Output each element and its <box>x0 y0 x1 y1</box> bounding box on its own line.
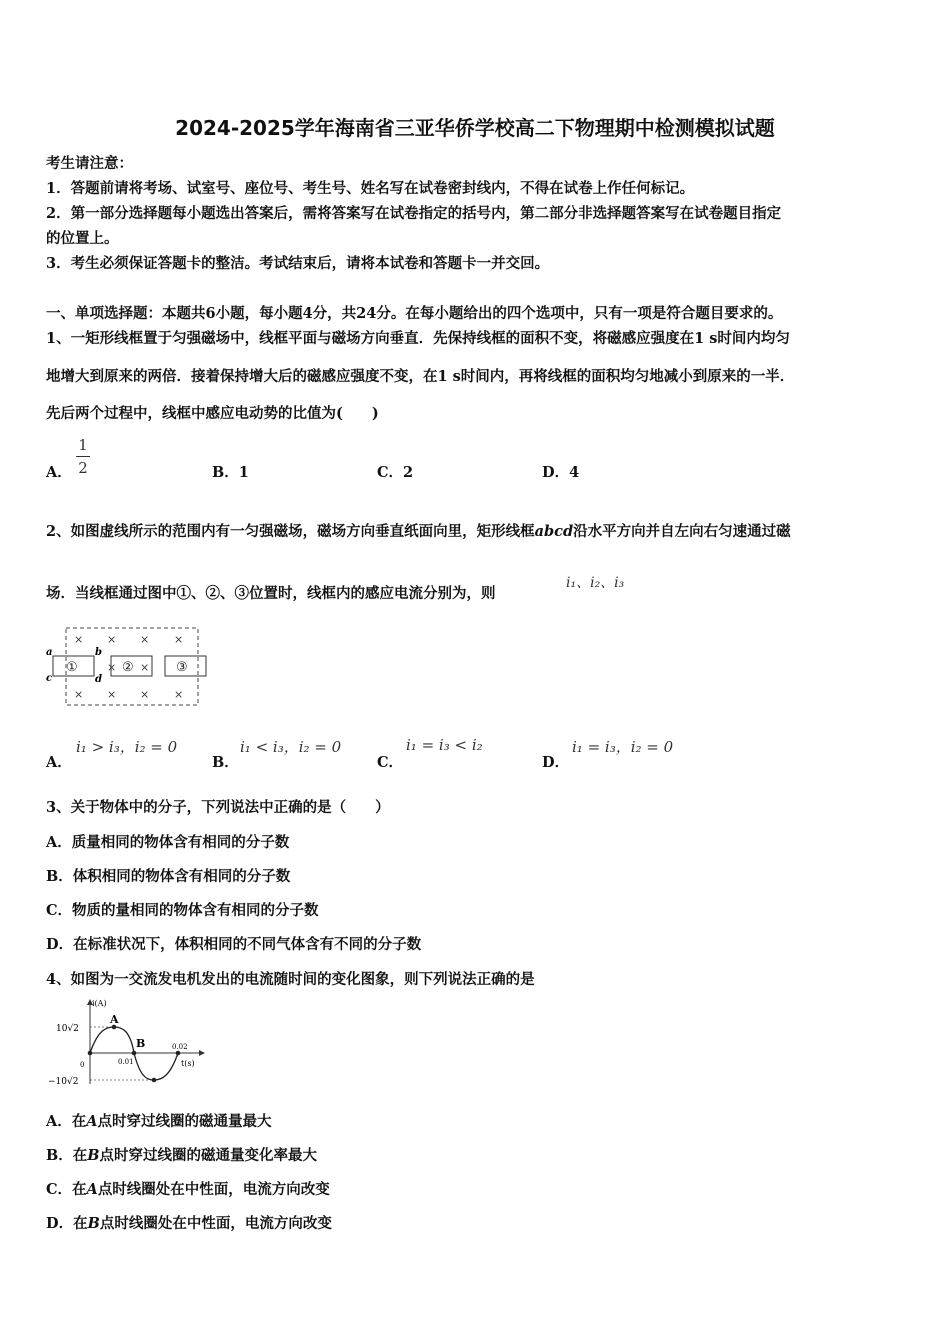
q3-option-a: A．质量相同的物体含有相同的分子数 <box>46 834 290 851</box>
q4-d-var: B <box>87 1215 100 1232</box>
q1-option-d: D．4 <box>542 464 580 481</box>
cross-mark: × <box>174 688 184 701</box>
corner-b-label: b <box>95 647 102 658</box>
y-max-label: 10√2 <box>56 1024 79 1034</box>
q4-d-post: 点时线圈处在中性面，电流方向改变 <box>99 1215 332 1232</box>
q1-line-2: 地增大到原来的两倍．接着保持增大后的磁感应强度不变，在1 s时间内，再将线框的面积均匀地减小到原来的一半． <box>46 368 795 385</box>
q3-option-d: D．在标准状况下，体积相同的不同气体含有不同的分子数 <box>46 936 422 953</box>
q3-option-b: B．体积相同的物体含有相同的分子数 <box>46 868 291 885</box>
q2-line-1-post: 沿水平方向并自左向右匀速通过磁 <box>573 523 791 540</box>
corner-c-label: c <box>46 673 53 684</box>
q2-line-1-pre: 2、如图虚线所示的范围内有一匀强磁场，磁场方向垂直纸面向里，矩形线框 <box>46 523 535 540</box>
q2-option-c-expr: i₁ = i₃ < i₂ <box>406 736 483 754</box>
cross-mark: × <box>174 633 184 646</box>
q2-option-d-label: D． <box>542 754 570 771</box>
cross-mark: × <box>107 688 117 701</box>
trough-marker <box>152 1078 157 1083</box>
notice-item-1: 1．答题前请将考场、试室号、座位号、考生号、姓名写在试卷密封线内，不得在试卷上作任何标记。 <box>46 180 695 197</box>
cross-mark: × <box>140 688 150 701</box>
point-b-label: B <box>136 1037 146 1050</box>
y-min-label: −10√2 <box>48 1077 79 1087</box>
q2-option-d-expr: i₁ = i₃，i₂ = 0 <box>572 738 674 756</box>
q3-option-c: C．物质的量相同的物体含有相同的分子数 <box>46 902 319 919</box>
x-axis-label: t(s) <box>181 1059 195 1068</box>
q4-option-d <box>46 1212 332 1233</box>
q4-c-post: 点时线圈处在中性面，电流方向改变 <box>97 1181 330 1198</box>
q4-option-c <box>46 1178 330 1199</box>
fraction-denominator: 2 <box>78 459 88 477</box>
cross-mark: × <box>74 633 84 646</box>
q2-magnetic-field-figure <box>44 624 214 710</box>
position-2-label: ② <box>122 660 134 675</box>
q2-option-b-label: B． <box>212 754 239 771</box>
q3-stem: 3、关于物体中的分子，下列说法中正确的是（ ） <box>46 799 390 816</box>
cross-mark: × <box>74 688 84 701</box>
point-a-label: A <box>110 1013 119 1026</box>
cross-mark: × <box>140 633 150 646</box>
q4-current-graph <box>44 996 214 1088</box>
corner-d-label: d <box>95 674 102 685</box>
notice-item-2-cont: 的位置上。 <box>46 230 119 247</box>
point-b-marker <box>132 1051 137 1056</box>
q2-line-1 <box>46 520 791 541</box>
page-title: 2024-2025学年海南省三亚华侨学校高二下物理期中检测模拟试题 <box>175 116 775 140</box>
q2-option-b-expr: i₁ < i₃，i₂ = 0 <box>240 738 342 756</box>
cross-mark: × <box>140 661 150 674</box>
q4-option-b <box>46 1144 317 1165</box>
q4-a-var: A <box>86 1113 98 1130</box>
y-axis-label: i(A) <box>92 999 107 1008</box>
q2-option-c-label: C． <box>377 754 404 771</box>
notice-item-3: 3．考生必须保证答题卡的整洁。考试结束后，请将本试卷和答题卡一并交回。 <box>46 255 550 272</box>
q1-line-1: 1、一矩形线框置于匀强磁场中，线框平面与磁场方向垂直．先保持线框的面积不变，将磁感应强度在1 s时间内均匀 <box>46 330 790 347</box>
q2-line-2: 场．当线框通过图中①、②、③位置时，线框内的感应电流分别为，则 <box>46 585 496 602</box>
q4-stem: 4、如图为一交流发电机发出的电流随时间的变化图象，则下列说法正确的是 <box>46 971 535 988</box>
fraction-numerator: 1 <box>78 436 88 454</box>
q4-c-var: A <box>86 1181 98 1198</box>
period-end-marker <box>176 1051 181 1056</box>
q4-b-var: B <box>87 1147 100 1164</box>
position-3-label: ③ <box>176 660 188 675</box>
q4-a-post: 点时穿过线圈的磁通量最大 <box>97 1113 272 1130</box>
q2-option-a-expr: i₁ > i₃，i₂ = 0 <box>76 738 178 756</box>
q1-option-a-fraction <box>76 436 90 477</box>
q4-d-pre: D．在 <box>46 1215 88 1232</box>
q2-option-a-label: A． <box>46 754 72 771</box>
q2-frame-name: abcd <box>534 523 574 540</box>
notice-item-2: 2．第一部分选择题每小题选出答案后，需将答案写在试卷指定的括号内，第二部分非选择题答案写在试卷题目指定 <box>46 205 782 222</box>
q4-b-post: 点时穿过线圈的磁通量变化率最大 <box>99 1147 318 1164</box>
cross-mark: × <box>107 633 117 646</box>
q4-b-pre: B．在 <box>46 1147 88 1164</box>
section-heading: 一、单项选择题：本题共6小题，每小题4分，共24分。在每小题给出的四个选项中，只有一项是符合题目要求的。 <box>46 305 783 322</box>
fraction-bar <box>76 456 90 457</box>
notice-heading: 考生请注意： <box>46 155 133 172</box>
q1-option-b: B．1 <box>212 464 249 481</box>
t1-tick-label: 0.01 <box>118 1058 134 1066</box>
q1-line-3: 先后两个过程中，线框中感应电动势的比值为( ) <box>46 405 379 422</box>
q4-a-pre: A．在 <box>46 1113 87 1130</box>
t2-tick-label: 0.02 <box>172 1043 188 1051</box>
corner-a-label: a <box>46 647 53 658</box>
q1-option-c: C．2 <box>377 464 414 481</box>
cross-mark: × <box>107 661 117 674</box>
q4-option-a <box>46 1110 272 1131</box>
q4-c-pre: C．在 <box>46 1181 87 1198</box>
origin-label: 0 <box>80 1061 85 1069</box>
position-1-label: ① <box>66 660 78 675</box>
q2-currents: i₁、i₂、i₃ <box>566 575 625 591</box>
q1-option-a-label: A． <box>46 464 72 481</box>
origin-point <box>88 1051 93 1056</box>
